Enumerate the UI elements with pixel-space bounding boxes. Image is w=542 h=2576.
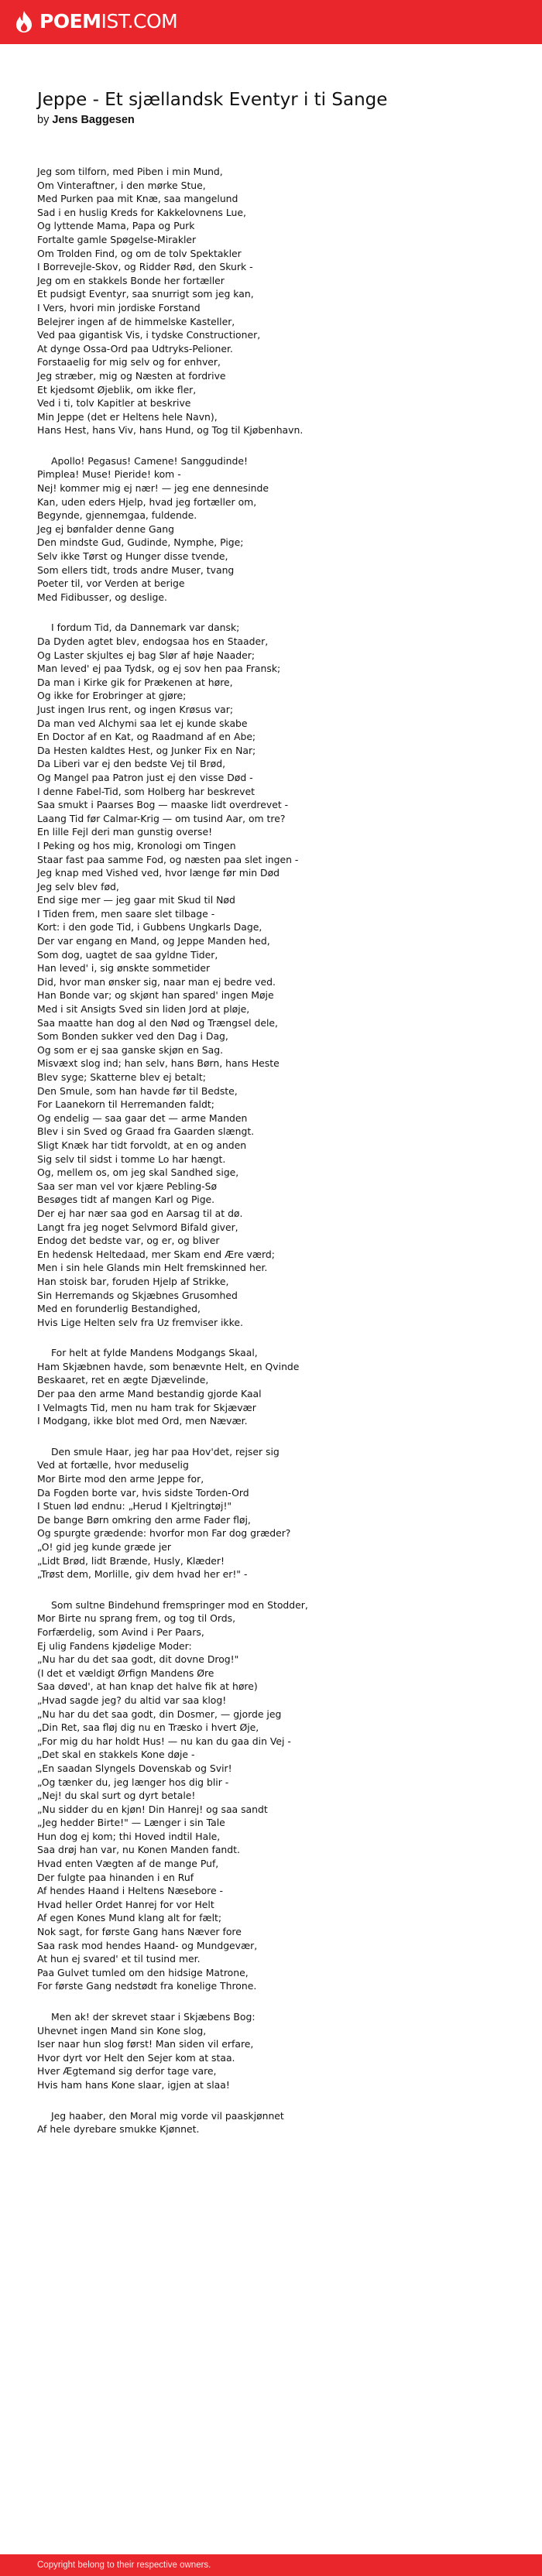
poem-line: End sige mer — jeg gaar mit Skud til Nød xyxy=(37,894,235,906)
poem-line: Hvor dyrt vor Helt den Sejer kom at staa. xyxy=(37,2051,235,2064)
poem-line: Jeg som tilforn, med Piben i min Mund, xyxy=(37,166,223,177)
poem-line: „Nu har du det saa godt, din Dosmer, — gjorde jeg xyxy=(37,1708,282,1720)
poem-line: Begynde, gjennemgaa, fuldende. xyxy=(37,509,197,522)
poem-line: Mor Birte mod den arme Jeppe for, xyxy=(37,1473,204,1485)
poem-line: Selv ikke Tørst og Hunger disse tvende, xyxy=(37,550,228,563)
poem-line: Nej! kommer mig ej nær! — jeg ene dennesinde xyxy=(37,482,269,495)
poem-line: Saa døved', at han knap det halve fik at høre) xyxy=(37,1680,258,1693)
poem-line: Den smule Haar, jeg har paa Hov'det, rejser sig xyxy=(51,1445,280,1458)
poem-line: Men i sin hele Glands min Helt fremskinned her. xyxy=(37,1262,268,1274)
poem-line: For helt at fylde Mandens Modgangs Skaal, xyxy=(51,1347,258,1359)
poem-line: Fortalte gamle Spøgelse-Mirakler xyxy=(37,233,197,245)
poem-line: „Jeg hedder Birte!" — Længer i sin Tale xyxy=(37,1817,225,1829)
poem-line: Hvad heller Ordet Hanrej for vor Helt xyxy=(37,1898,214,1910)
poem-line: Og spurgte grædende: hvorfor mon Far dog græder? xyxy=(37,1527,291,1540)
by-label: by xyxy=(37,114,50,126)
poem-line: Beskaaret, ret en ægte Djævelinde, xyxy=(37,1374,209,1386)
poem-line: Blev syge; Skatterne blev ej betalt; xyxy=(37,1071,206,1083)
footer-copyright: Copyright belong to their respective owners. xyxy=(37,2561,211,2570)
poem-line: Hun dog ej kom; thi Hoved indtil Hale, xyxy=(37,1830,221,1842)
poem-line: Sligt Knæk har tidt forvoldt, at en og anden xyxy=(37,1139,247,1151)
poem-line: Paa Gulvet tumled om den hidsige Matrone, xyxy=(37,1966,249,1978)
poem-line: En hedensk Heltedaad, mer Skam end Ære værd; xyxy=(37,1248,275,1260)
poem-line: En Doctor af en Kat, og Raadmand af en Abe; xyxy=(37,731,256,743)
poem-line: Da Hesten kaldtes Hest, og Junker Fix en Nar; xyxy=(37,744,256,756)
poem-line: Kan, uden eders Hjelp, hvad jeg fortæller om, xyxy=(37,495,257,508)
poem-line: Ej ulig Fandens kjødelige Moder: xyxy=(37,1639,192,1652)
poem-line: „Din Ret, saa fløj dig nu en Træsko i hvert Øje, xyxy=(37,1721,259,1734)
poem-line: Da man i Kirke gik for Prækenen at høre, xyxy=(37,676,233,688)
poem-line: I Stuen lød endnu: „Herud I Kjeltringtøj!" xyxy=(37,1500,232,1512)
poem-line: „For mig du har holdt Hus! — nu kan du gaa din Vej - xyxy=(37,1735,291,1747)
poem-line: Forfærdelig, som Avind i Per Paars, xyxy=(37,1625,204,1638)
poem-line: „Nej! du skal surt og dyrt betale! xyxy=(37,1790,196,1802)
poem-line: Misvæxt slog ind; han selv, hans Børn, hans Heste xyxy=(37,1057,280,1070)
poem-line: Ved paa gigantisk Vis, i tydske Constructioner, xyxy=(37,329,261,341)
poem-line: Hver Ægtemand sig derfor tage vare, xyxy=(37,2065,217,2078)
poem-line: Forstaaelig for mig selv og for enhver, xyxy=(37,356,221,368)
poem-line: Belejrer ingen af de himmelske Kasteller, xyxy=(37,315,235,327)
poem-line: Sad i en huslig Kreds for Kakkelovnens Lue, xyxy=(37,206,246,218)
poem-line: I Vers, hvori min jordiske Forstand xyxy=(37,301,201,313)
poem-line: Som Bonden sukker ved den Dag i Dag, xyxy=(37,1030,228,1043)
poem-line: Blev i sin Sved og Graad fra Gaarden slængt. xyxy=(37,1125,255,1138)
poem-line: „En saadan Slyngels Dovenskab og Svir! xyxy=(37,1762,232,1774)
poem-line: Som dog, uagtet de saa gyldne Tider, xyxy=(37,948,218,961)
poem-line: „Hvad sagde jeg? du altid var saa klog! xyxy=(37,1694,227,1706)
poem-line: I Velmagts Tid, men nu ham trak for Skjævær xyxy=(37,1401,256,1413)
poem-stanza xyxy=(37,454,517,605)
poem-line: Da Liberi var ej den bedste Vej til Brød, xyxy=(37,758,226,770)
poem-line: Langt fra jeg noget Selvmord Bifald giver, xyxy=(37,1221,238,1233)
poem-line: Saa drøj han var, nu Konen Manden fandt. xyxy=(37,1844,240,1856)
poem-line: „O! gid jeg kunde græde jer xyxy=(37,1541,172,1553)
poem-line: Uhevnet ingen Mand sin Kone slog, xyxy=(37,2024,207,2036)
poem-line: Saa ser man vel vor kjære Pebling-Sø xyxy=(37,1180,218,1192)
poem-line: Staar fast paa samme Fod, og næsten paa slet ingen - xyxy=(37,853,299,865)
poem-line: Ham Skjæbnen havde, som benævnte Helt, en Qvinde xyxy=(37,1360,300,1372)
poem-line: At hun ej svared' et til tusind mer. xyxy=(37,1953,201,1965)
poem-line: Saa smukt i Paarses Bog — maaske lidt overdrevet - xyxy=(37,799,289,811)
poem-line: En lille Fejl deri man gunstig overse! xyxy=(37,826,213,838)
poem-line: Den Smule, som han havde før til Bedste, xyxy=(37,1084,238,1097)
poem-line: „Nu har du det saa godt, dit dovne Drog!" xyxy=(37,1653,239,1666)
poem-stanza xyxy=(37,621,517,1329)
poem-line: Poeter til, vor Verden at berige xyxy=(37,577,185,590)
poem-line: Et pudsigt Eventyr, saa snurrigt som jeg kan, xyxy=(37,288,254,300)
poem-line: „Trøst dem, Morlille, giv dem hvad her er!" - xyxy=(37,1568,248,1581)
poem-line: Med en forunderlig Bestandighed, xyxy=(37,1303,201,1315)
poem-line: Og som er ej saa ganske skjøn en Sag. xyxy=(37,1043,224,1056)
poem-line: Men ak! der skrevet staar i Skjæbens Bog: xyxy=(51,2011,256,2023)
poem-line: Et kjedsomt Øjeblik, om ikke fler, xyxy=(37,383,197,396)
poem-line: Og ikke for Erobringer at gjøre; xyxy=(37,690,187,702)
poem-line: Med Fidibusser, og deslige. xyxy=(37,591,167,603)
poem-line: Han Bonde var; og skjønt han spared' ingen Møje xyxy=(37,989,274,1002)
poem-line: I Tiden frem, men saare slet tilbage - xyxy=(37,907,215,920)
author-link[interactable]: Jens Baggesen xyxy=(52,114,135,126)
poem-line: Da Fogden borte var, hvis sidste Torden-Ord xyxy=(37,1486,249,1499)
poem-stanza xyxy=(37,1598,517,1993)
poem-line: Og Mangel paa Patron just ej den visse Død - xyxy=(37,771,253,783)
poem-line: Den mindste Gud, Gudinde, Nymphe, Pige; xyxy=(37,536,244,549)
poem-line: Jeg stræber, mig og Næsten at fordrive xyxy=(37,369,226,382)
poem-line: Saa maatte han dog al den Nød og Trængsel dele, xyxy=(37,1016,278,1029)
poem-stanza xyxy=(37,2010,517,2092)
poem-line: „Det skal en stakkels Kone døje - xyxy=(37,1749,195,1761)
poem-line: Da man ved Alchymi saa let ej kunde skabe xyxy=(37,717,248,729)
poem-stanza xyxy=(37,2109,517,2136)
poem-line: Mor Birte nu sprang frem, og tog til Ords, xyxy=(37,1612,236,1625)
poem-line: Der ej har nær saa god en Aarsag til at dø. xyxy=(37,1207,243,1219)
site-logo-link[interactable] xyxy=(14,10,177,33)
poem-line: I Modgang, ikke blot med Ord, men Nævær. xyxy=(37,1415,248,1427)
site-header xyxy=(0,0,542,44)
site-footer xyxy=(0,2554,542,2576)
poem-line: Jeg ej bønfalder denne Gang xyxy=(37,522,174,535)
poem-line: Iser naar hun slog først! Man siden vil erfare, xyxy=(37,2038,254,2050)
poem-line: I Borrevejle-Skov, og Ridder Rød, den Skurk - xyxy=(37,261,253,273)
poem-line: Som sultne Bindehund fremspringer mod en Stodder, xyxy=(51,1598,308,1611)
poem-line: Ved at fortælle, hvor meduselig xyxy=(37,1459,189,1471)
poem-stanza xyxy=(37,1346,517,1428)
poem-line: Og endelig — saa gaar det — arme Manden xyxy=(37,1112,248,1124)
byline xyxy=(37,112,135,128)
poem-line: Han leved' i, sig ønskte sommetider xyxy=(37,962,211,975)
poem-line: At dynge Ossa-Ord paa Udtryks-Pelioner. xyxy=(37,342,233,355)
poem-line: I Peking og hos mig, Kronologi om Tingen xyxy=(37,839,236,851)
poem-line: Nok sagt, for første Gang hans Næver fore xyxy=(37,1926,242,1938)
poem-line: Der var engang en Mand, og Jeppe Manden hed, xyxy=(37,935,270,947)
poem-line: Min Jeppe (det er Heltens hele Navn), xyxy=(37,410,218,423)
poem-line: Han stoisk bar, foruden Hjelp af Strikke, xyxy=(37,1275,229,1287)
poem-line: Ved i ti, tolv Kapitler at beskrive xyxy=(37,397,191,409)
poem-line: Hvad enten Vægten af de mange Puf, xyxy=(37,1858,219,1870)
poem-line: Og lyttende Mama, Papa og Purk xyxy=(37,220,195,232)
poem-line: Just ingen Irus rent, og ingen Krøsus var; xyxy=(37,703,234,715)
poem-line: Hvis Lige Helten selv fra Uz fremviser ikke. xyxy=(37,1316,243,1328)
poem-line: Af hendes Haand i Heltens Næsebore - xyxy=(37,1885,224,1897)
poem-line: Jeg haaber, den Moral mig vorde vil paaskjønnet xyxy=(51,2109,284,2122)
poem-line: Apollo! Pegasus! Camene! Sanggudinde! xyxy=(51,454,248,467)
poem-line: Med Purken paa mit Knæ, saa mangelund xyxy=(37,193,238,205)
poem-line: „Nu sidder du en kjøn! Din Hanrej! og saa sandt xyxy=(37,1803,268,1815)
poem-line: Der paa den arme Mand bestandig gjorde Kaal xyxy=(37,1388,262,1400)
poem-line: Jeg om en stakkels Bonde her fortæller xyxy=(37,274,225,286)
poem-line: For første Gang nedstødt fra konelige Throne. xyxy=(37,1980,257,1992)
poem-line: (I det et vældigt Ørfign Mandens Øre xyxy=(37,1667,214,1679)
poem-line: Om Vinteraftner, i den mørke Stue, xyxy=(37,179,206,191)
poem-line: Sin Herremands og Skjæbnes Grusomhed xyxy=(37,1289,238,1301)
poem-line: Og, mellem os, om jeg skal Sandhed sige, xyxy=(37,1166,239,1179)
poem-line: Jeg selv blev fød, xyxy=(37,880,119,892)
poem-line: Pimplea! Muse! Pieride! kom - xyxy=(37,468,181,481)
poem-line: Med i sit Ansigts Sved sin liden Jord at pløje, xyxy=(37,1003,250,1016)
poem-line: Hvis ham hans Kone slaar, igjen at slaa! xyxy=(37,2078,230,2091)
poem-line: Did, hvor man ønsker sig, naar man ej bedre ved. xyxy=(37,975,276,988)
poem-line: Kort: i den gode Tid, i Gubbens Ungkarls Dage, xyxy=(37,921,262,933)
poem-line: Da Dyden agtet blev, endogsaa hos en Staader, xyxy=(37,635,269,647)
page-title: Jeppe - Et sjællandsk Eventyr i ti Sange xyxy=(37,90,388,110)
poem-line: Man leved' ej paa Tydsk, og ej sov hen paa Fransk; xyxy=(37,663,281,675)
poem-line: Sig selv til sidst i tomme Lo har hængt. xyxy=(37,1153,226,1165)
poem-line: Besøges tidt af mangen Karl og Pige. xyxy=(37,1194,215,1206)
poem-body xyxy=(37,165,517,2153)
poem-line: Saa rask mod hendes Haand- og Mundgevær, xyxy=(37,1939,258,1951)
poem-line: Af egen Kones Mund klang alt for fælt; xyxy=(37,1912,222,1924)
poem-line: For Laanekorn til Herremanden faldt; xyxy=(37,1098,214,1111)
flame-logo-icon xyxy=(14,10,34,33)
poem-line: Som ellers tidt, trods andre Muser, tvang xyxy=(37,564,235,576)
poem-stanza xyxy=(37,165,517,437)
poem-line: Jeg knap med Vished ved, hvor længe før min Død xyxy=(37,867,280,879)
poem-line: Endog det bedste var, og er, og bliver xyxy=(37,1235,220,1247)
poem-line: Af hele dyrebare smukke Kjønnet. xyxy=(37,2123,200,2136)
poem-stanza xyxy=(37,1445,517,1581)
poem-line: „Lidt Brød, lidt Brænde, Husly, Klæder! xyxy=(37,1554,225,1567)
site-logo-text: POEMIST.COM xyxy=(39,10,178,33)
poem-line: Om Trolden Find, og om de tolv Spektakler xyxy=(37,247,242,259)
poem-line: „Og tænker du, jeg længer hos dig blir - xyxy=(37,1776,229,1788)
poem-line: Laang Tid før Calmar-Krig — om tusind Aar, om tre? xyxy=(37,812,286,824)
poem-line: Hans Hest, hans Viv, hans Hund, og Tog til Kjøbenhavn. xyxy=(37,424,304,437)
poem-line: Der fulgte paa hinanden i en Ruf xyxy=(37,1871,194,1883)
poem-line: I denne Fabel-Tid, som Holberg har beskrevet xyxy=(37,785,255,797)
poem-line: I fordum Tid, da Dannemark var dansk; xyxy=(51,622,240,634)
poem-line: De bange Børn omkring den arme Fader fløj, xyxy=(37,1513,251,1526)
poem-line: Og Laster skjultes ej bag Slør af høje Naader; xyxy=(37,649,255,661)
